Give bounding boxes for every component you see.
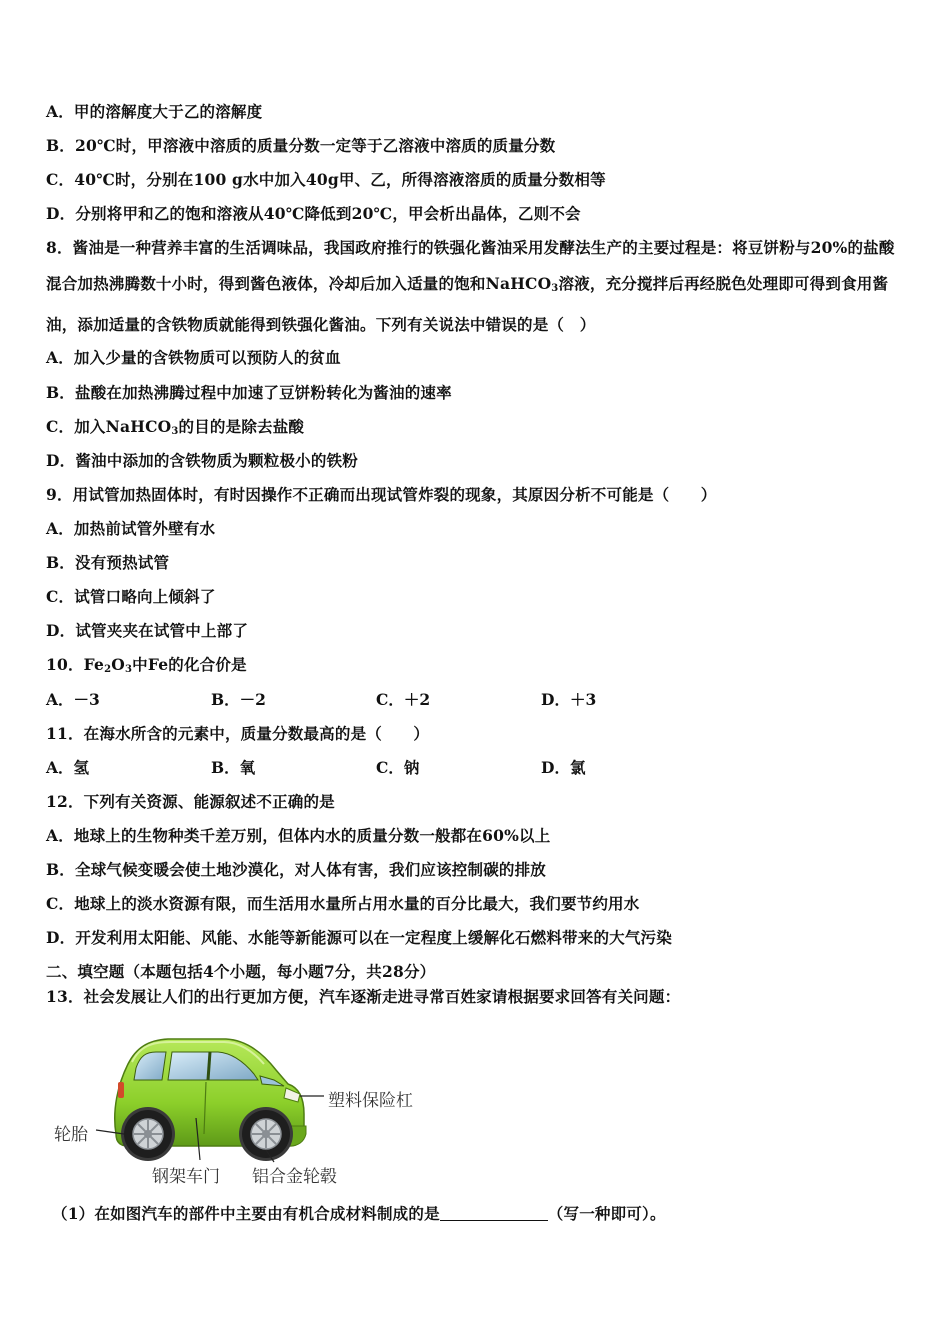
q12-option-a: A．地球上的生物种类千差万别，但体内水的质量分数一般都在60%以上 — [46, 826, 551, 845]
q13-sub1 — [52, 1204, 666, 1224]
q8-stem-part-a: 8．酱油是一种营养丰富的生活调味品，我国政府推行的铁强化酱油采用发酵法生产的主要过程是：将豆饼粉与20%的盐酸混合加热沸腾数十小时，得到酱色液体，冷却后加入适量的饱和NaHCO — [46, 238, 895, 293]
q12-stem: 12．下列有关资源、能源叙述不正确的是 — [46, 792, 335, 811]
label-alloy-hub: 铝合金轮毂 — [252, 1167, 337, 1187]
q10-stem-pre: 10．Fe — [46, 655, 105, 674]
q10-stem-mid: O — [111, 655, 125, 674]
label-steel-door: 钢架车门 — [152, 1167, 220, 1187]
q8-option-d: D．酱油中添加的含铁物质为颗粒极小的铁粉 — [46, 451, 358, 470]
q8-option-c-subscript: 3 — [171, 426, 179, 437]
q11-option-c: C．钠 — [376, 758, 420, 777]
q8-stem-subscript: 3 — [551, 283, 559, 294]
q13-stem: 13．社会发展让人们的出行更加方便，汽车逐渐走进寻常百姓家请根据要求回答有关问题： — [46, 987, 681, 1006]
q13-sub1-post: （写一种即可）。 — [547, 1204, 666, 1223]
q11-option-a: A．氢 — [46, 758, 90, 777]
q11-stem: 11．在海水所含的元素中，质量分数最高的是（ ） — [46, 724, 430, 743]
q10-stem-post: 中Fe的化合价是 — [132, 655, 247, 674]
q12-option-b: B．全球气候变暖会使土地沙漠化，对人体有害，我们应该控制碳的排放 — [46, 860, 547, 879]
section2-heading: 二、填空题（本题包括4个小题，每小题7分，共28分） — [46, 962, 436, 981]
q9-option-a: A．加热前试管外壁有水 — [46, 519, 216, 538]
label-plastic-bumper: 塑料保险杠 — [328, 1091, 413, 1111]
q8-option-c-post: 的目的是除去盐酸 — [178, 417, 305, 436]
q10-option-b: B．－2 — [211, 690, 266, 709]
q10-subscript-2: 3 — [124, 664, 133, 675]
q10-subscript-1: 2 — [104, 664, 112, 675]
label-tire: 轮胎 — [54, 1125, 88, 1145]
q12-option-c: C．地球上的淡水资源有限，而生活用水量所占用水量的百分比最大，我们要节约用水 — [46, 894, 640, 913]
q10-option-d: D．＋3 — [541, 690, 597, 709]
answer-blank[interactable] — [440, 1204, 548, 1221]
q8-stem-part-b: 溶液，充分搅拌后再经脱色处理即可得到食用酱油，添加适量的含铁物质就能得到铁强化酱油。下列有关说法中错误的是（ ） — [46, 274, 889, 334]
q13-sub1-pre: （1）在如图汽车的部件中主要由有机合成材料制成的是 — [52, 1204, 440, 1223]
q8-stem — [46, 230, 908, 343]
q7-option-c: C．40℃时，分别在100 g水中加入40g甲、乙，所得溶液溶质的质量分数相等 — [46, 170, 606, 189]
q8-option-c — [46, 417, 304, 442]
q11-option-d: D．氯 — [541, 758, 586, 777]
q7-option-a: A．甲的溶解度大于乙的溶解度 — [46, 102, 263, 121]
car-figure — [48, 1022, 428, 1192]
q10-option-c: C．＋2 — [376, 690, 431, 709]
q7-option-b: B．20℃时，甲溶液中溶质的质量分数一定等于乙溶液中溶质的质量分数 — [46, 136, 556, 155]
q10-options — [46, 690, 746, 710]
q10-stem — [46, 655, 247, 680]
q9-stem: 9．用试管加热固体时，有时因操作不正确而出现试管炸裂的现象，其原因分析不可能是（ ） — [46, 485, 717, 504]
q11-options — [46, 758, 746, 778]
q9-option-d: D．试管夹夹在试管中上部了 — [46, 621, 249, 640]
q12-option-d: D．开发利用太阳能、风能、水能等新能源可以在一定程度上缓解化石燃料带来的大气污染 — [46, 928, 672, 947]
q11-option-b: B．氧 — [211, 758, 256, 777]
q8-option-c-pre: C．加入NaHCO — [46, 417, 172, 436]
q7-option-d: D．分别将甲和乙的饱和溶液从40℃降低到20℃，甲会析出晶体，乙则不会 — [46, 204, 581, 223]
q10-option-a: A．－3 — [46, 690, 100, 709]
q8-option-a: A．加入少量的含铁物质可以预防人的贫血 — [46, 348, 341, 367]
q9-option-b: B．没有预热试管 — [46, 553, 170, 572]
q9-option-c: C．试管口略向上倾斜了 — [46, 587, 216, 606]
q8-option-b: B．盐酸在加热沸腾过程中加速了豆饼粉转化为酱油的速率 — [46, 383, 452, 402]
